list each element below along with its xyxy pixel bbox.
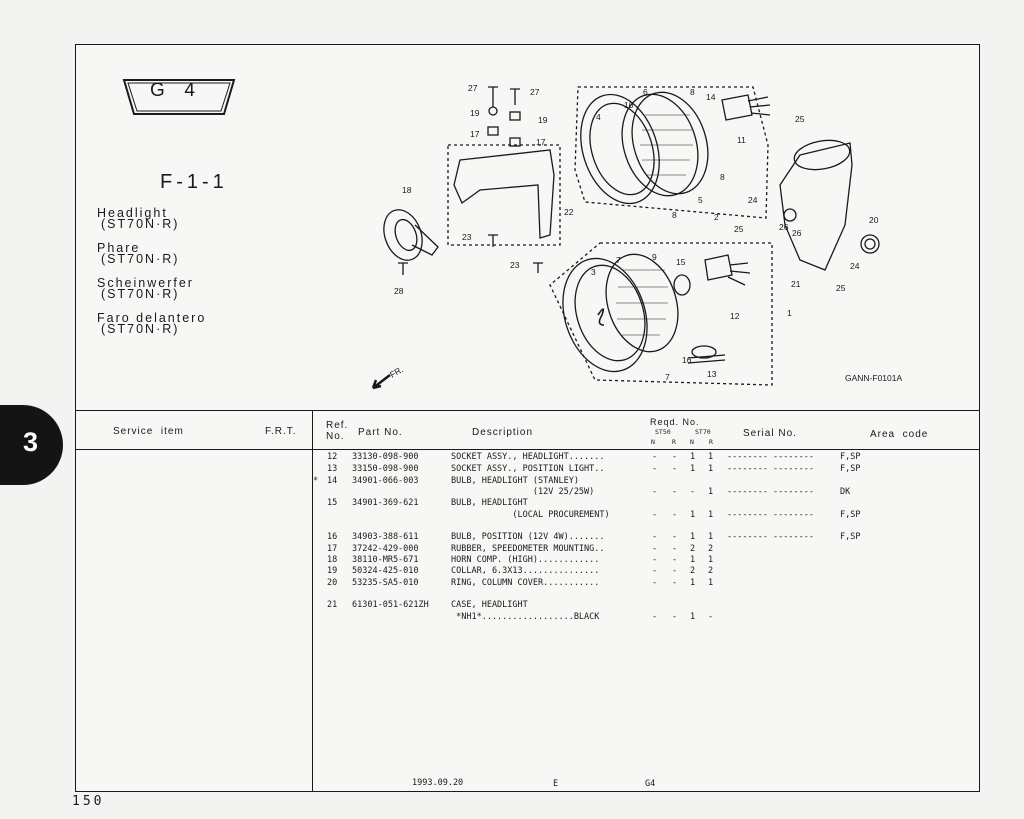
callout-17: 17: [470, 129, 480, 139]
cell-part: 33130-098-900: [352, 452, 419, 462]
callout-24: 24: [748, 195, 758, 205]
callout-8b: 8: [720, 172, 725, 182]
cell-qty-0: -: [652, 555, 658, 565]
cell-ref: 15: [327, 498, 338, 508]
callout-15: 15: [676, 257, 686, 267]
cell-part: 33150-098-900: [352, 464, 419, 474]
col-frt: F.R.T.: [265, 426, 297, 437]
page-number: 150: [72, 794, 105, 809]
callout-24b: 24: [850, 261, 860, 271]
cell-area: DK: [840, 487, 851, 497]
cell-ref: 14: [327, 476, 338, 486]
cell-qty-1: -: [672, 487, 678, 497]
cell-area: F,SP: [840, 452, 861, 462]
cell-desc: COLLAR, 6.3X13...............: [451, 566, 600, 576]
cell-serial: -------- --------: [727, 532, 814, 542]
cell-part: 38110-MR5-671: [352, 555, 419, 565]
cell-serial: -------- --------: [727, 487, 814, 497]
cell-part: 50324-425-010: [352, 566, 419, 576]
title-name: Faro delantero: [97, 311, 207, 325]
title-entry: [97, 278, 206, 313]
cell-desc: *NH1*..................BLACK: [451, 612, 600, 622]
cell-ref: 19: [327, 566, 338, 576]
callout-3: 3: [591, 267, 596, 277]
cell-qty-3: 1: [708, 555, 714, 565]
title-name: Headlight: [97, 206, 168, 220]
callout-26: 26: [779, 222, 789, 232]
cell-qty-3: 1: [708, 487, 714, 497]
callout-8c: 8: [672, 210, 677, 220]
cell-qty-3: 1: [708, 510, 714, 520]
callout-28: 28: [394, 286, 404, 296]
cell-qty-1: -: [672, 566, 678, 576]
col-sub-r2: R: [709, 438, 713, 446]
cell-part: 34901-369-621: [352, 498, 419, 508]
callout-27b: 27: [530, 87, 540, 97]
cell-ref: 21: [327, 600, 338, 610]
cell-qty-0: -: [652, 612, 658, 622]
footer-date: 1993.09.20: [412, 778, 464, 788]
col-service-item: Service item: [113, 426, 184, 437]
cell-qty-3: 1: [708, 578, 714, 588]
cell-qty-3: 1: [708, 464, 714, 474]
cell-qty-0: -: [652, 578, 658, 588]
col-area-code: Area code: [870, 429, 929, 440]
column-ring: [861, 235, 879, 253]
callout-16: 16: [682, 355, 692, 365]
cell-qty-0: -: [652, 510, 658, 520]
callout-18: 18: [402, 185, 412, 195]
cell-qty-2: 1: [690, 555, 696, 565]
cell-desc: RUBBER, SPEEDOMETER MOUNTING..: [451, 544, 605, 554]
title-model: (ST70N·R): [101, 322, 180, 336]
cell-ref: 13: [327, 464, 338, 474]
callout-9: 9: [652, 252, 657, 262]
cell-part: 61301-051-621ZH: [352, 600, 429, 610]
callout-4: 4: [596, 112, 601, 122]
col-sub-n1: N: [651, 438, 655, 446]
col-serial-no: Serial No.: [743, 428, 797, 439]
callout-7: 7: [616, 255, 621, 265]
cell-qty-2: 1: [690, 578, 696, 588]
cell-ref: 12: [327, 452, 338, 462]
cell-part: 34901-066-003: [352, 476, 419, 486]
upper-socket: [722, 95, 752, 120]
cell-qty-2: 1: [690, 464, 696, 474]
callout-23: 23: [462, 232, 472, 242]
col-sub-n2: N: [690, 438, 694, 446]
cell-desc: BULB, HEADLIGHT (STANLEY): [451, 476, 579, 486]
cell-qty-3: 1: [708, 532, 714, 542]
cell-qty-3: 1: [708, 452, 714, 462]
cell-ref: 16: [327, 532, 338, 542]
callout-19: 19: [470, 108, 480, 118]
callout-25b: 25: [734, 224, 744, 234]
cell-qty-1: -: [672, 544, 678, 554]
cell-ref: 17: [327, 544, 338, 554]
col-sub-r1: R: [672, 438, 676, 446]
callout-27: 27: [468, 83, 478, 93]
title-name: Phare: [97, 241, 141, 255]
cell-qty-2: 1: [690, 510, 696, 520]
cell-qty-2: 1: [690, 452, 696, 462]
title-block: [97, 208, 206, 348]
lower-socket: [705, 255, 732, 280]
callout-26b: 26: [792, 228, 802, 238]
cell-qty-3: 2: [708, 566, 714, 576]
cell-qty-2: 2: [690, 544, 696, 554]
footer-edition: E: [553, 779, 559, 789]
col-model-st50: ST50: [655, 428, 671, 436]
table-header-rule: [75, 449, 980, 450]
cell-ref: 18: [327, 555, 338, 565]
cell-serial: -------- --------: [727, 464, 814, 474]
col-part-no: Part No.: [358, 427, 403, 438]
callout-14: 14: [706, 92, 716, 102]
col-model-st70: ST70: [695, 428, 711, 436]
callout-5: 5: [698, 195, 703, 205]
cell-desc: (LOCAL PROCUREMENT): [451, 510, 610, 520]
cell-qty-1: -: [672, 464, 678, 474]
cell-qty-1: -: [672, 555, 678, 565]
cell-qty-3: -: [708, 612, 714, 622]
callout-12: 12: [730, 311, 740, 321]
upper-assembly-box: [575, 87, 768, 218]
footer-group: G4: [645, 779, 656, 789]
cell-qty-1: -: [672, 532, 678, 542]
cell-qty-0: -: [652, 544, 658, 554]
col-description: Description: [472, 427, 534, 438]
cell-qty-1: -: [672, 578, 678, 588]
cell-desc: SOCKET ASSY., POSITION LIGHT..: [451, 464, 605, 474]
table-top-rule: [75, 410, 980, 411]
col-ref-no: Ref. No.: [326, 420, 349, 442]
cell-qty-0: -: [652, 566, 658, 576]
callout-21: 21: [791, 279, 801, 289]
callout-1: 1: [787, 308, 792, 318]
callout-25: 25: [795, 114, 805, 124]
col-reqd-no: Reqd. No.: [650, 417, 700, 427]
cell-qty-1: -: [672, 452, 678, 462]
cell-qty-0: -: [652, 532, 658, 542]
callout-10: 10: [624, 100, 634, 110]
callout-6: 6: [643, 87, 648, 97]
section-tab-label: 3: [23, 427, 39, 457]
cell-qty-1: -: [672, 612, 678, 622]
drawing-code: GANN-F0101A: [845, 373, 903, 383]
title-model: (ST70N·R): [101, 217, 180, 231]
table-column-rule: [312, 410, 313, 792]
headlight-bracket: [454, 150, 554, 238]
cell-qty-3: 2: [708, 544, 714, 554]
cell-qty-2: 1: [690, 532, 696, 542]
cell-qty-2: -: [690, 487, 696, 497]
cell-mark: *: [313, 476, 319, 486]
callout-7b: 7: [665, 372, 670, 382]
position-wires: [688, 355, 725, 363]
cell-part: 34903-388-611: [352, 532, 419, 542]
title-entry: [97, 313, 206, 348]
cell-qty-1: -: [672, 510, 678, 520]
title-model: (ST70N·R): [101, 287, 180, 301]
callout-20: 20: [869, 215, 879, 225]
callout-2: 2: [714, 212, 719, 222]
cell-ref: 20: [327, 578, 338, 588]
cell-serial: -------- --------: [727, 510, 814, 520]
callout-8: 8: [690, 87, 695, 97]
figure-code: F-1-1: [160, 171, 228, 193]
callout-25c: 25: [836, 283, 846, 293]
title-name: Scheinwerfer: [97, 276, 194, 290]
cell-desc: (12V 25/25W): [451, 487, 595, 497]
cell-part: 37242-429-000: [352, 544, 419, 554]
callout-17b: 17: [536, 137, 546, 147]
callout-19b: 19: [538, 115, 548, 125]
callout-22: 22: [564, 207, 574, 217]
callout-13: 13: [707, 369, 717, 379]
cell-area: F,SP: [840, 464, 861, 474]
group-badge-label: G 4: [150, 80, 198, 101]
exploded-parts-diagram: [370, 75, 910, 405]
cell-desc: BULB, HEADLIGHT: [451, 498, 528, 508]
cell-qty-0: -: [652, 464, 658, 474]
title-model: (ST70N·R): [101, 252, 180, 266]
cell-desc: HORN COMP. (HIGH)............: [451, 555, 600, 565]
cell-part: 53235-SA5-010: [352, 578, 419, 588]
cell-area: F,SP: [840, 510, 861, 520]
cell-area: F,SP: [840, 532, 861, 542]
section-tab: [0, 405, 63, 485]
cell-serial: -------- --------: [727, 452, 814, 462]
front-arrow-label: FR.: [388, 364, 405, 380]
cell-desc: RING, COLUMN COVER...........: [451, 578, 600, 588]
cell-qty-2: 2: [690, 566, 696, 576]
cell-desc: SOCKET ASSY., HEADLIGHT.......: [451, 452, 605, 462]
cell-qty-0: -: [652, 487, 658, 497]
callout-11: 11: [737, 135, 746, 145]
title-entry: [97, 208, 206, 243]
cell-qty-2: 1: [690, 612, 696, 622]
callout-23b: 23: [510, 260, 520, 270]
cell-desc: BULB, POSITION (12V 4W).......: [451, 532, 605, 542]
cell-qty-0: -: [652, 452, 658, 462]
cell-desc: CASE, HEADLIGHT: [451, 600, 528, 610]
horn: [377, 204, 429, 265]
bulb-headlight: [674, 275, 690, 295]
title-entry: [97, 243, 206, 278]
